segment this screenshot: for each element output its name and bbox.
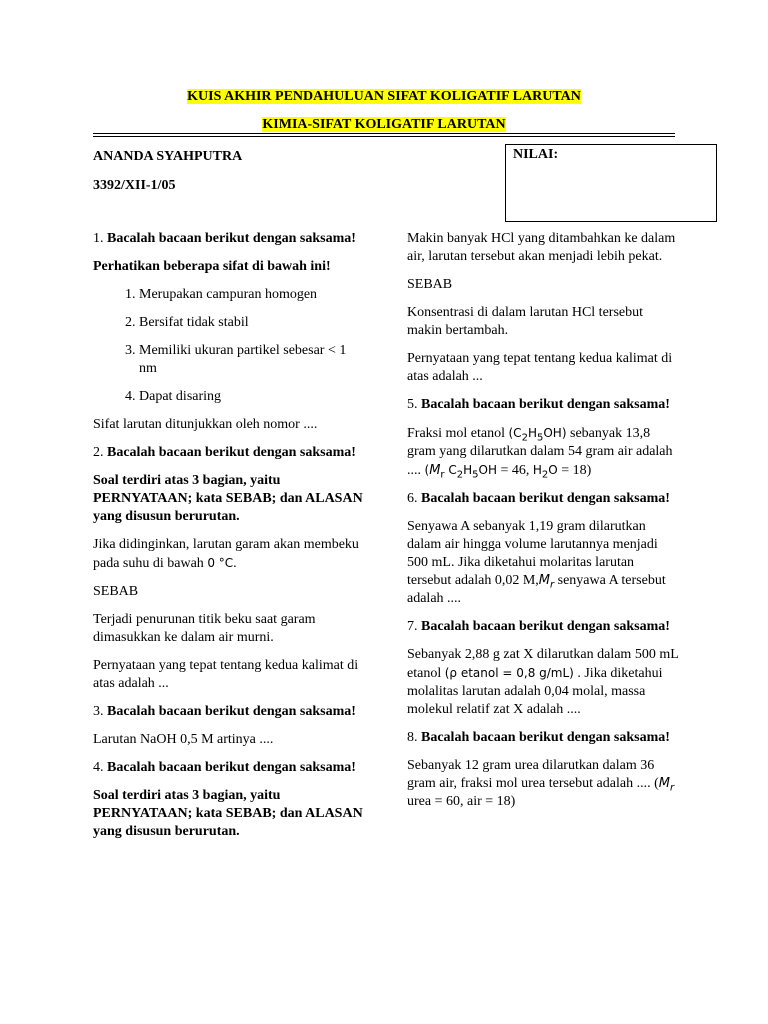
q4-instruction: Bacalah bacaan berikut dengan saksama! (107, 760, 356, 775)
list-item: 3. Memiliki ukuran partikel sebesar < 1 nm (139, 342, 365, 378)
q5-text-4: = 18) (561, 463, 592, 478)
q3-question: Larutan NaOH 0,5 M artinya .... (93, 732, 274, 747)
q1-instruction: Bacalah bacaan berikut dengan saksama! (107, 231, 356, 246)
q4-question: Pernyataan yang tepat tentang kedua kalimat di atas adalah ... (407, 351, 673, 384)
q3-header (93, 703, 365, 721)
ethanol-density: (ρ etanol = 0,8 g/mL) (444, 666, 574, 680)
score-box (505, 144, 717, 222)
q6-instruction: Bacalah bacaan berikut dengan saksama! (421, 491, 670, 506)
q5-instruction: Bacalah bacaan berikut dengan saksama! (421, 397, 670, 412)
quiz-title (0, 88, 768, 106)
left-column (93, 230, 365, 851)
q2-statement-text: Jika didinginkan, larutan garam akan membeku pada suhu di bawah (93, 537, 359, 571)
q4-note: Soal terdiri atas 3 bagian, yaitu PERNYATAAN; kata SEBAB; dan ALASAN yang disusun berurutan. (93, 788, 363, 839)
q5-text-2: sebanyak 13,8 gram yang dilarutkan dalam 54 gram air adalah .... (407, 426, 673, 478)
divider-bottom (93, 136, 675, 137)
q4-reason: Konsentrasi di dalam larutan HCl tersebut makin bertambah. (407, 305, 643, 338)
q8-number: 8. (407, 730, 418, 745)
q7-header (407, 618, 679, 636)
q2-statement-end: . (233, 556, 237, 571)
right-column (407, 230, 679, 821)
q2-note: Soal terdiri atas 3 bagian, yaitu PERNYATAAN; kata SEBAB; dan ALASAN yang disusun berurutan. (93, 473, 363, 524)
student-name: ANANDA SYAHPUTRA (93, 149, 243, 164)
q6-number: 6. (407, 491, 418, 506)
q8-text-1: Sebanyak 12 gram urea dilarutkan dalam 36 gram air, fraksi mol urea tersebut adalah .... ( (407, 758, 659, 791)
q1-header (93, 230, 365, 248)
q6-body (407, 518, 679, 608)
q1-list (93, 286, 365, 406)
q1-number: 1. (93, 231, 104, 246)
q8-instruction: Bacalah bacaan berikut dengan saksama! (421, 730, 670, 745)
list-item: 2. Bersifat tidak stabil (139, 314, 365, 332)
q4-number: 4. (93, 760, 104, 775)
q3-instruction: Bacalah bacaan berikut dengan saksama! (107, 704, 356, 719)
quiz-title-text: KUIS AKHIR PENDAHULUAN SIFAT KOLIGATIF LARUTAN (187, 89, 581, 104)
relative-molecular-mass-symbol: $M_r$ (538, 573, 555, 591)
q4-statement: Makin banyak HCl yang ditambahkan ke dalam air, larutan tersebut akan menjadi lebih pekat. (407, 231, 676, 264)
quiz-subtitle (0, 116, 768, 134)
q5-text-3: = 46, (500, 463, 530, 478)
q7-number: 7. (407, 619, 418, 634)
q4-header (93, 759, 365, 777)
ethanol-formula: $(C_2H_5OH)$ (508, 426, 567, 444)
q8-body (407, 757, 679, 811)
q5-text-1: Fraksi mol etanol (407, 426, 505, 441)
divider-top (93, 133, 675, 134)
q5-body (407, 424, 679, 480)
student-id: 3392/XII-1/05 (93, 178, 176, 193)
relative-molecular-mass-symbol: $M_r$ (658, 776, 675, 794)
q7-text-1: Sebanyak 2,88 g zat X dilarutkan dalam 500 mL etanol (407, 647, 679, 681)
q2-statement (93, 536, 365, 573)
list-item: 4. Dapat disaring (139, 388, 365, 406)
q6-header (407, 490, 679, 508)
q2-instruction: Bacalah bacaan berikut dengan saksama! (107, 445, 356, 460)
q2-temperature: 0 °C (207, 556, 234, 570)
q8-header (407, 729, 679, 747)
q1-intro: Perhatikan beberapa sifat di bawah ini! (93, 259, 331, 274)
molar-mass-ethanol: ($M_r$ $C_2H_5OH$ (424, 463, 497, 481)
q3-number: 3. (93, 704, 104, 719)
quiz-subtitle-text: KIMIA-SIFAT KOLIGATIF LARUTAN (262, 117, 506, 132)
q4-sebab: SEBAB (407, 277, 453, 292)
q6-text-2: senyawa A tersebut adalah .... (407, 573, 666, 606)
q5-number: 5. (407, 397, 418, 412)
q1-question: Sifat larutan ditunjukkan oleh nomor .... (93, 417, 318, 432)
q2-question: Pernyataan yang tepat tentang kedua kalimat di atas adalah ... (93, 658, 359, 691)
q6-text-1: Senyawa A sebanyak 1,19 gram dilarutkan dalam air hingga volume larutannya menjadi 500 mL. Jika diketahui molaritas larutan tersebut adalah 0,02 M, (407, 519, 658, 588)
q2-number: 2. (93, 445, 104, 460)
q2-header (93, 444, 365, 462)
q5-header (407, 396, 679, 414)
q7-body (407, 646, 679, 719)
q8-text-2: urea = 60, air = 18) (407, 794, 516, 809)
q2-reason: Terjadi penurunan titik beku saat garam dimasukkan ke dalam air murni. (93, 612, 316, 645)
list-item: 1. Merupakan campuran homogen (139, 286, 365, 304)
q2-sebab: SEBAB (93, 584, 139, 599)
q7-instruction: Bacalah bacaan berikut dengan saksama! (421, 619, 670, 634)
water-formula: $H_2O$ (532, 463, 558, 481)
score-label: NILAI: (513, 147, 559, 162)
q7-text-2: . Jika diketahui molalitas larutan adalah 0,04 molal, massa molekul relatif zat X adalah .... (407, 666, 663, 717)
